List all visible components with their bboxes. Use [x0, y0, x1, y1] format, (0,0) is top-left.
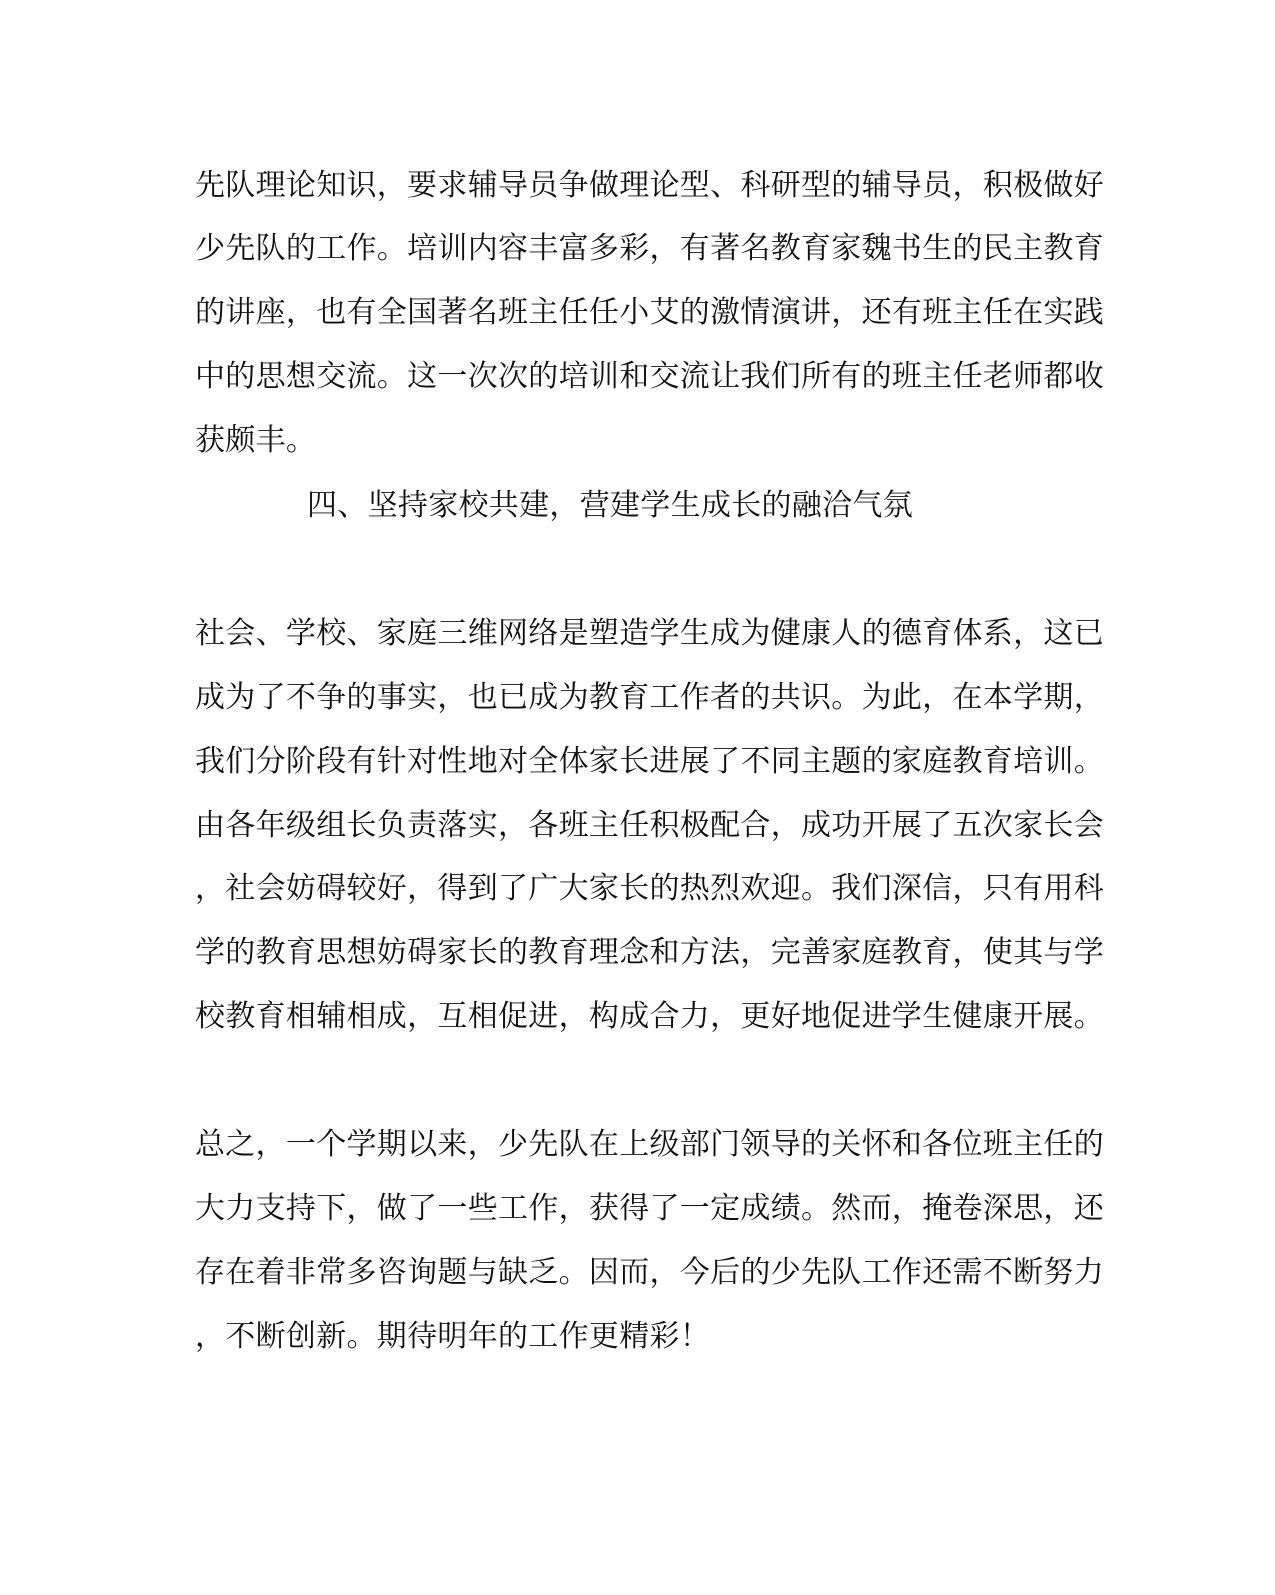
text-line: 少先队的工作。培训内容丰富多彩，有著名教育家魏书生的民主教育 — [195, 231, 1104, 266]
text-line: 学的教育思想妨碍家长的教育理念和方法，完善家庭教育，使其与学 — [195, 935, 1104, 970]
text-line: 获颇丰。 — [195, 423, 317, 458]
text-line: 大力支持下，做了一些工作，获得了一定成绩。然而，掩卷深思，还 — [195, 1191, 1104, 1226]
text-line: ，不断创新。期待明年的工作更精彩！ — [195, 1319, 711, 1354]
text-line: 中的思想交流。这一次次的培训和交流让我们所有的班主任老师都收 — [195, 359, 1104, 394]
text-line: 校教育相辅相成，互相促进，构成合力，更好地促进学生健康开展。 — [195, 999, 1104, 1034]
text-line: 社会、学校、家庭三维网络是塑造学生成为健康人的德育体系，这已 — [195, 616, 1104, 651]
text-line: 总之，一个学期以来，少先队在上级部门领导的关怀和各位班主任的 — [195, 1127, 1104, 1162]
text-line: 的讲座，也有全国著名班主任任小艾的激情演讲，还有班主任在实践 — [195, 295, 1104, 330]
text-line: 我们分阶段有针对性地对全体家长进展了不同主题的家庭教育培训。 — [195, 744, 1104, 779]
section-heading: 四、坚持家校共建，营建学生成长的融洽气氛 — [307, 488, 913, 523]
text-line: ，社会妨碍较好，得到了广大家长的热烈欢迎。我们深信，只有用科 — [195, 871, 1104, 906]
text-line: 由各年级组长负责落实，各班主任积极配合，成功开展了五次家长会 — [195, 808, 1104, 843]
text-line: 成为了不争的事实，也已成为教育工作者的共识。为此，在本学期， — [195, 680, 1104, 715]
text-line: 先队理论知识，要求辅导员争做理论型、科研型的辅导员，积极做好 — [195, 168, 1104, 203]
text-line: 存在着非常多咨询题与缺乏。因而，今后的少先队工作还需不断努力 — [195, 1255, 1104, 1290]
